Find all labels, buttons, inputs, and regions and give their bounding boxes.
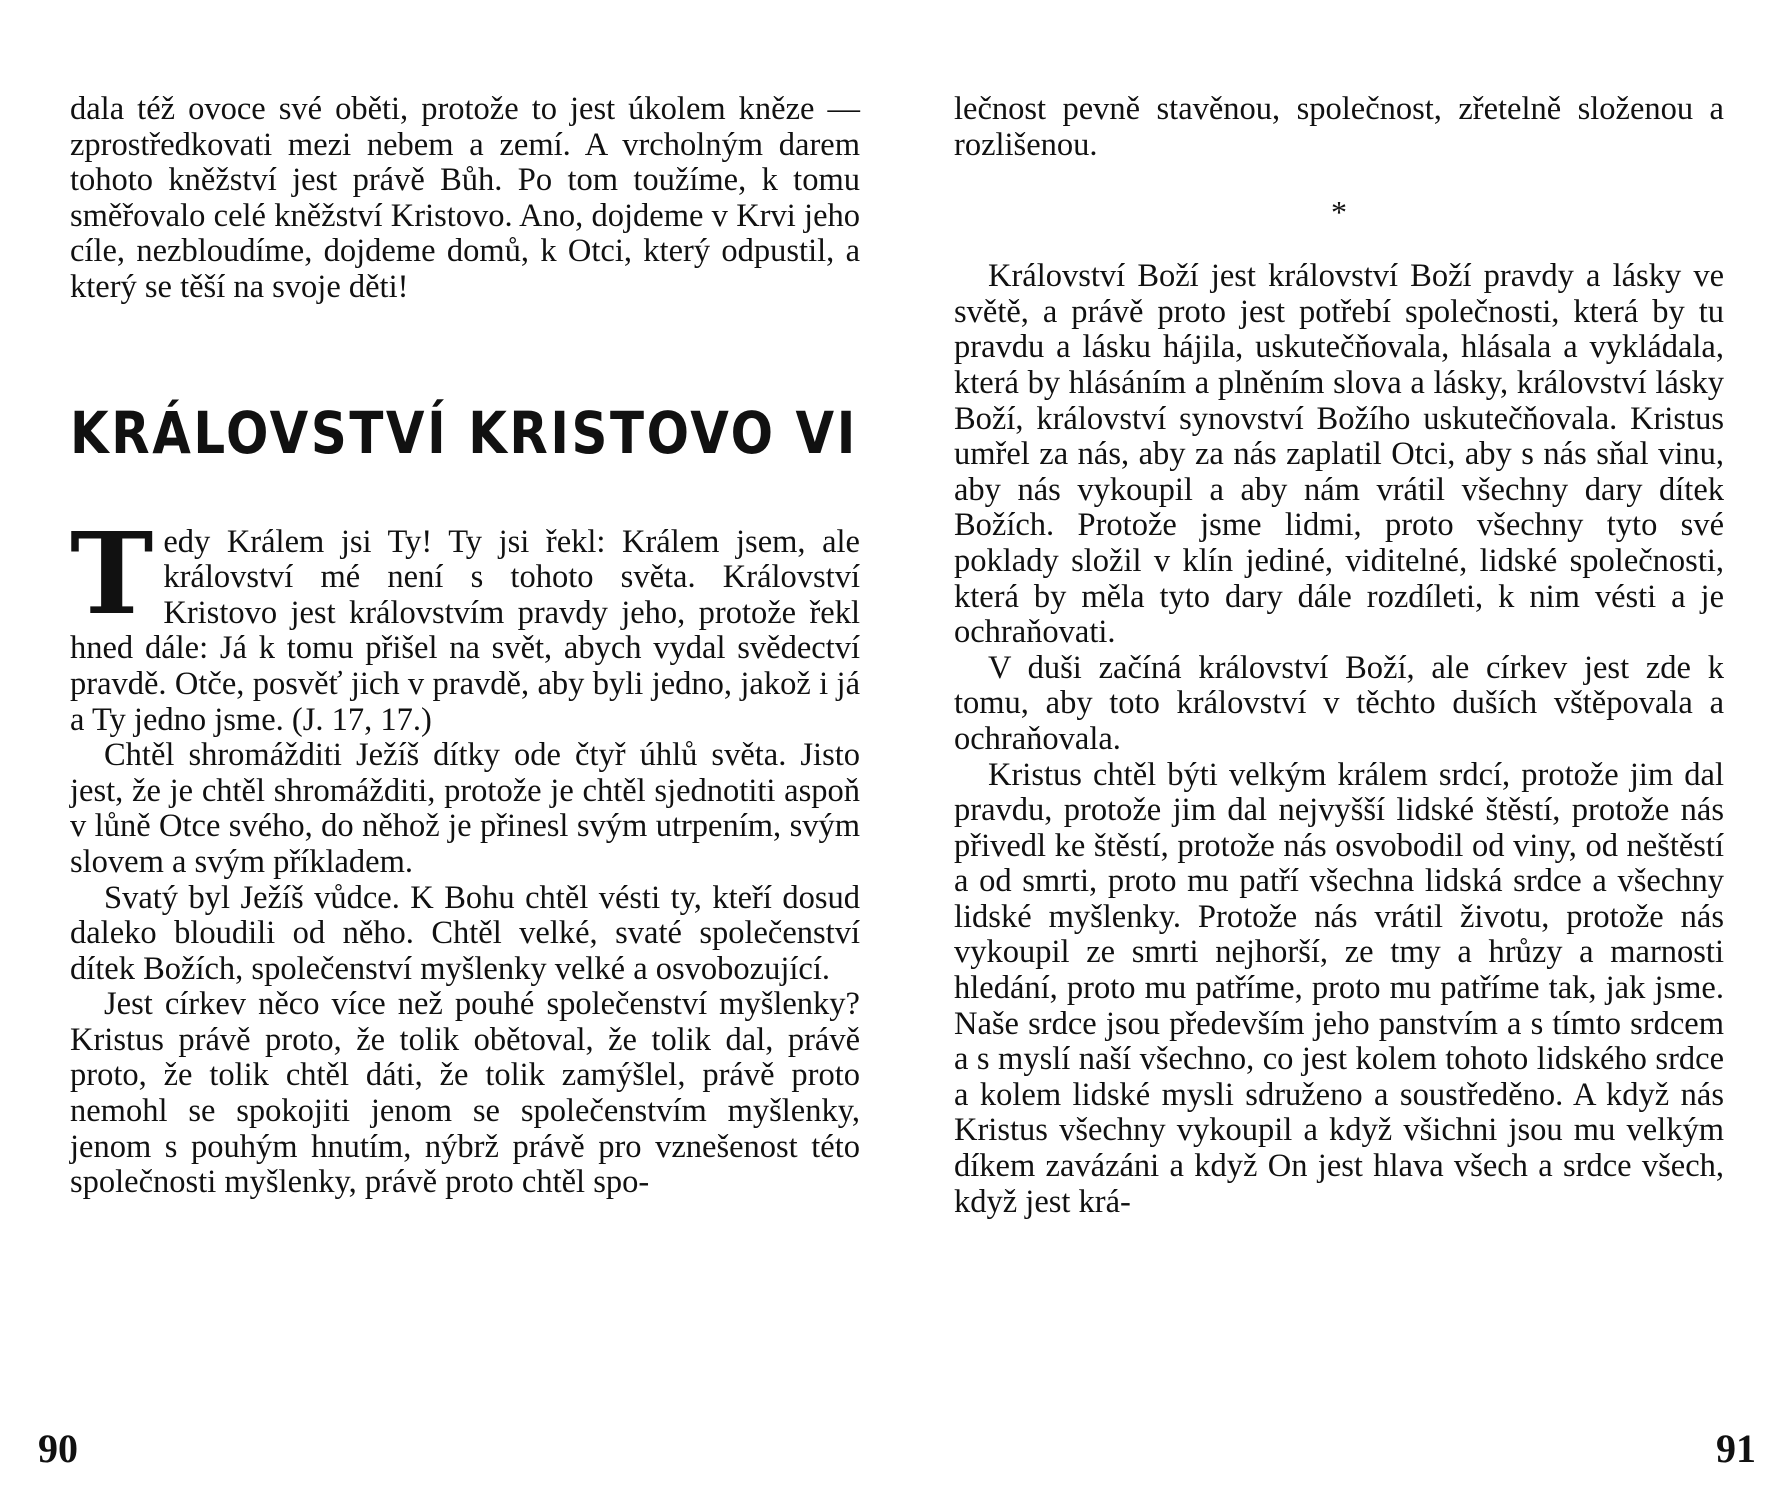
body-paragraph: Chtěl shromážditi Ježíš dítky ode čtyř úhlů světa. Jisto jest, že je chtěl shromážditi, protože je chtěl sjednotiti aspoň v lůně Otce svého, do něhož je přinesl svým utrpením, svým slovem a svým příkladem. (70, 737, 860, 880)
dropcap-paragraph: edy Králem jsi Ty! Ty jsi řekl: Králem jsem, ale království mé není s tohoto světa. Království Kristovo jest královstvím pravdy jeho, protože řekl hned dále: Já k tomu přišel na svět, abych vydal svědectví pravdě. Otče, posvěť jich v pravdě, aby byli jedno, jakož i já a Ty jedno jsme. (J. 17, 17.) (70, 523, 860, 738)
continuation-paragraph: lečnost pevně stavěnou, společnost, zřetelně složenou a rozlišenou. (954, 91, 1724, 163)
page-number-left: 90 (38, 1426, 78, 1471)
chapter-heading: KRÁLOVSTVÍ KRISTOVO VI (70, 398, 858, 467)
opening-paragraph: dala též ovoce své oběti, protože to jest úkolem kněze — zprostředkovati mezi nebem a zemí. A vrcholným darem tohoto kněžství jest právě Bůh. Po tom toužíme, k tomu směřovalo celé kněžství Kristovo. Ano, dojdeme v Krvi jeho cíle, nezbloudíme, dojdeme domů, k Otci, který odpustil, a který se těší na svoje děti! (70, 91, 860, 305)
dropcap-letter: T (70, 508, 154, 640)
page-number-right: 91 (1716, 1426, 1756, 1471)
left-text-column (70, 92, 860, 1201)
section-separator: * (1331, 194, 1347, 231)
body-paragraph: V duši začíná království Boží, ale církev jest zde k tomu, aby toto království v těchto duších vštěpovala a ochraňovala. (954, 649, 1724, 757)
body-paragraph: Království Boží jest království Boží pravdy a lásky ve světě, a právě proto jest potřebí společnosti, která by tu pravdu a lásku hájila, uskutečňovala, hlásala a vykládala, která by hlásáním a plněním slova a lásky, království lásky Boží, království synovství Božího uskutečňovala. Kristus umřel za nás, aby za nás zaplatil Otci, aby s nás sňal vinu, aby nás vykoupil a aby nám vrátil všechny dary dítek Božích. Protože jsme lidmi, proto všechny tyto své poklady složil v klín jediné, viditelné, lidské společnosti, která by měla tyto dary dále rozdíleti, k nim vésti a je ochraňovati. (954, 258, 1724, 651)
right-text-column (954, 92, 1724, 1220)
right-page (894, 0, 1788, 1500)
body-paragraph: Kristus chtěl býti velkým králem srdcí, protože jim dal pravdu, protože jim dal nejvyšší lidské štěstí, protože nás přivedl ke štěstí, protože nás osvobodil od viny, od neštěstí a od smrti, proto mu patří všechna lidská srdce a všechny lidské myšlenky. Protože nás vrátil životu, protože nás vykoupil ze smrti nejhorší, ze tmy a hrůzy a marnosti hledání, proto mu patříme, proto mu patříme tak, jak jsme. Naše srdce jsou především jeho panstvím a s tímto srdcem a s myslí naší všechno, co jest kolem tohoto lidského srdce a kolem lidské mysli sdruženo a soustředěno. A když nás Kristus všechny vykoupil a když všichni jsou mu velkým díkem zavázáni a když On jest hlava všech a srdce všech, když jest krá- (954, 756, 1724, 1220)
body-paragraph: Jest církev něco více než pouhé společenství myšlenky? Kristus právě proto, že tolik obětoval, že tolik dal, právě proto, že tolik chtěl dáti, že tolik zamýšlel, právě proto nemohl se spokojiti jenom se společenstvím myšlenky, jenom s pouhým hnutím, nýbrž právě pro vznešenost této společnosti myšlenky, právě proto chtěl spo- (70, 986, 860, 1201)
body-paragraph: Svatý byl Ježíš vůdce. K Bohu chtěl vésti ty, kteří dosud daleko bloudili od něho. Chtěl velké, svaté společenství dítek Božích, společenství myšlenky velké a osvobozující. (70, 879, 860, 987)
dropcap-paragraph-block (70, 508, 860, 739)
